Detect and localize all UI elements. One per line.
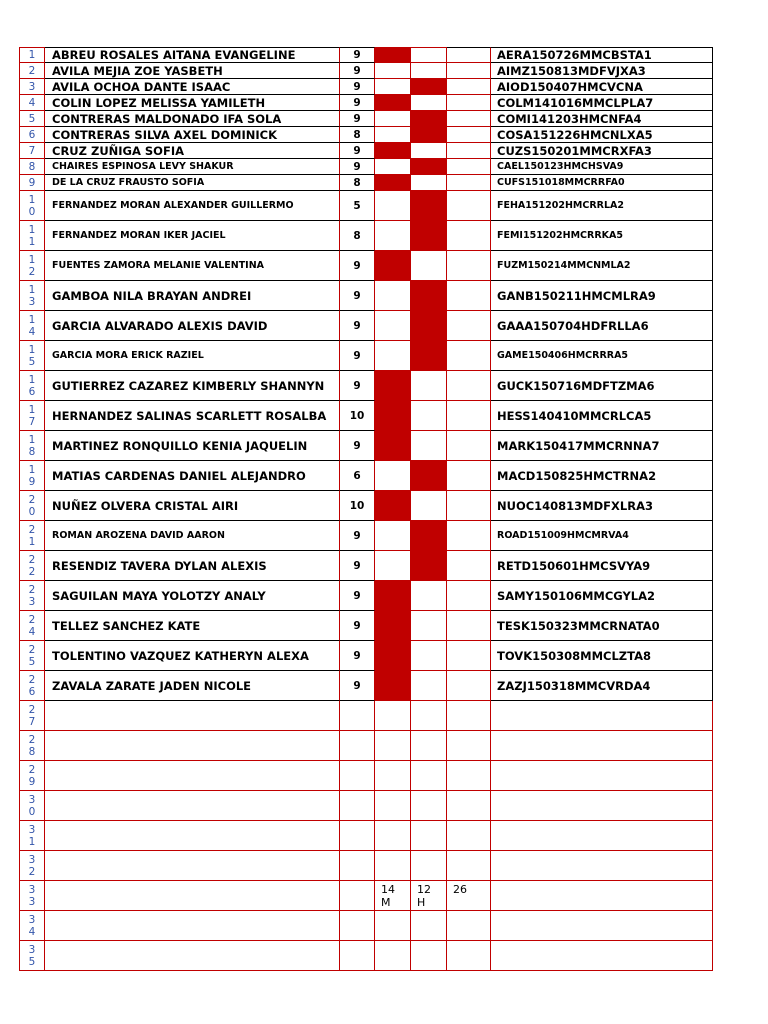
student-curp: GAAA150704HDFRLLA6 [491, 311, 713, 341]
extra-cell [447, 95, 491, 111]
student-name: GAMBOA NILA BRAYAN ANDREI [45, 281, 340, 311]
student-age: 6 [340, 461, 375, 491]
student-curp: HESS140410MMCRLCA5 [491, 401, 713, 431]
extra-cell [447, 79, 491, 95]
row-number: 1 9 [19, 461, 45, 491]
student-curp [491, 911, 713, 941]
student-age: 9 [340, 311, 375, 341]
student-curp: RETD150601HMCSVYA9 [491, 551, 713, 581]
sex-female-cell [375, 491, 411, 521]
student-age: 9 [340, 111, 375, 127]
sex-male-cell [411, 191, 447, 221]
table-row [19, 281, 713, 311]
extra-cell [447, 143, 491, 159]
extra-cell [447, 521, 491, 551]
table-row [19, 611, 713, 641]
student-name [45, 731, 340, 761]
student-age: 9 [340, 581, 375, 611]
student-curp: SAMY150106MMCGYLA2 [491, 581, 713, 611]
sex-female-cell [375, 95, 411, 111]
row-number: 3 3 [19, 881, 45, 911]
sex-female-cell [375, 311, 411, 341]
extra-cell [447, 401, 491, 431]
row-number: 1 3 [19, 281, 45, 311]
table-row [19, 341, 713, 371]
table-row [19, 881, 713, 911]
student-curp: AERA150726MMCBSTA1 [491, 47, 713, 63]
extra-cell [447, 641, 491, 671]
extra-cell [447, 281, 491, 311]
sex-female-cell [375, 551, 411, 581]
student-age: 9 [340, 79, 375, 95]
sex-female-cell [375, 47, 411, 63]
extra-cell [447, 111, 491, 127]
student-name: MARTINEZ RONQUILLO KENIA JAQUELIN [45, 431, 340, 461]
table-row [19, 521, 713, 551]
student-curp [491, 731, 713, 761]
sex-male-cell [411, 111, 447, 127]
sex-male-cell [411, 341, 447, 371]
sex-male-cell [411, 63, 447, 79]
row-number: 2 [19, 63, 45, 79]
sex-female-cell [375, 251, 411, 281]
student-curp: COMI141203HMCNFA4 [491, 111, 713, 127]
sex-female-cell [375, 761, 411, 791]
student-name [45, 791, 340, 821]
table-row [19, 143, 713, 159]
sex-male-cell [411, 611, 447, 641]
sex-male-cell [411, 127, 447, 143]
sex-male-cell [411, 581, 447, 611]
sex-male-cell [411, 941, 447, 971]
extra-cell [447, 221, 491, 251]
extra-cell [447, 911, 491, 941]
student-age: 9 [340, 431, 375, 461]
row-number: 1 4 [19, 311, 45, 341]
student-curp: AIOD150407HMCVCNA [491, 79, 713, 95]
row-number: 2 1 [19, 521, 45, 551]
sex-female-cell [375, 461, 411, 491]
extra-cell [447, 175, 491, 191]
student-curp: FEMI151202HMCRRKA5 [491, 221, 713, 251]
total-male: 12 H [411, 881, 447, 911]
sex-female-cell [375, 521, 411, 551]
sex-female-cell [375, 611, 411, 641]
table-row [19, 701, 713, 731]
student-age: 9 [340, 371, 375, 401]
sex-male-cell [411, 461, 447, 491]
extra-cell [447, 491, 491, 521]
student-age [340, 911, 375, 941]
row-number: 3 4 [19, 911, 45, 941]
sex-male-cell [411, 159, 447, 175]
student-name: ROMAN AROZENA DAVID AARON [45, 521, 340, 551]
extra-cell [447, 551, 491, 581]
extra-cell [447, 341, 491, 371]
row-number: 7 [19, 143, 45, 159]
table-row [19, 761, 713, 791]
student-age: 8 [340, 221, 375, 251]
table-row [19, 79, 713, 95]
student-age [340, 941, 375, 971]
sex-female-cell [375, 791, 411, 821]
student-curp: COLM141016MMCLPLA7 [491, 95, 713, 111]
student-name: MATIAS CARDENAS DANIEL ALEJANDRO [45, 461, 340, 491]
table-row [19, 191, 713, 221]
sex-female-cell [375, 191, 411, 221]
sex-female-cell [375, 63, 411, 79]
student-age [340, 821, 375, 851]
sex-male-cell [411, 701, 447, 731]
extra-cell [447, 611, 491, 641]
row-number: 1 [19, 47, 45, 63]
row-number: 1 0 [19, 191, 45, 221]
student-name: DE LA CRUZ FRAUSTO SOFIA [45, 175, 340, 191]
sex-female-cell [375, 371, 411, 401]
extra-cell [447, 851, 491, 881]
sex-female-cell [375, 581, 411, 611]
student-name [45, 881, 340, 911]
student-curp [491, 761, 713, 791]
sex-female-cell [375, 143, 411, 159]
row-number: 5 [19, 111, 45, 127]
table-row [19, 641, 713, 671]
student-name: AVILA MEJIA ZOE YASBETH [45, 63, 340, 79]
student-age: 9 [340, 143, 375, 159]
student-curp: MACD150825HMCTRNA2 [491, 461, 713, 491]
student-curp [491, 791, 713, 821]
sex-male-cell [411, 95, 447, 111]
student-age: 9 [340, 551, 375, 581]
student-name: FERNANDEZ MORAN IKER JACIEL [45, 221, 340, 251]
row-number: 2 7 [19, 701, 45, 731]
table-row [19, 791, 713, 821]
row-number: 3 [19, 79, 45, 95]
student-name [45, 851, 340, 881]
sex-male-cell [411, 521, 447, 551]
extra-cell [447, 311, 491, 341]
student-name: GARCIA ALVARADO ALEXIS DAVID [45, 311, 340, 341]
sex-male-cell [411, 371, 447, 401]
row-number: 1 6 [19, 371, 45, 401]
student-curp: NUOC140813MDFXLRA3 [491, 491, 713, 521]
student-name: FERNANDEZ MORAN ALEXANDER GUILLERMO [45, 191, 340, 221]
table-row [19, 95, 713, 111]
sex-male-cell [411, 401, 447, 431]
student-name [45, 701, 340, 731]
student-name: ABREU ROSALES AITANA EVANGELINE [45, 47, 340, 63]
table-row [19, 551, 713, 581]
student-name: CRUZ ZUÑIGA SOFIA [45, 143, 340, 159]
row-number: 1 7 [19, 401, 45, 431]
sex-female-cell [375, 401, 411, 431]
student-name: ZAVALA ZARATE JADEN NICOLE [45, 671, 340, 701]
table-row [19, 127, 713, 143]
table-row [19, 461, 713, 491]
row-number: 1 2 [19, 251, 45, 281]
row-number: 2 0 [19, 491, 45, 521]
sex-male-cell [411, 491, 447, 521]
table-row [19, 941, 713, 971]
sex-male-cell [411, 851, 447, 881]
table-row [19, 581, 713, 611]
row-number: 2 5 [19, 641, 45, 671]
row-number: 1 1 [19, 221, 45, 251]
table-row [19, 671, 713, 701]
total-female: 14 M [375, 881, 411, 911]
student-curp: FEHA151202HMCRRLA2 [491, 191, 713, 221]
table-row [19, 731, 713, 761]
student-age: 9 [340, 281, 375, 311]
row-number: 3 1 [19, 821, 45, 851]
student-age: 9 [340, 95, 375, 111]
row-number: 8 [19, 159, 45, 175]
table-row [19, 175, 713, 191]
student-curp: TOVK150308MMCLZTA8 [491, 641, 713, 671]
student-age: 9 [340, 47, 375, 63]
row-number: 3 0 [19, 791, 45, 821]
student-age: 9 [340, 159, 375, 175]
student-age: 8 [340, 175, 375, 191]
row-number: 6 [19, 127, 45, 143]
student-name [45, 761, 340, 791]
student-name: GUTIERREZ CAZAREZ KIMBERLY SHANNYN [45, 371, 340, 401]
extra-cell [447, 791, 491, 821]
extra-cell [447, 821, 491, 851]
sex-female-cell [375, 641, 411, 671]
sex-male-cell [411, 251, 447, 281]
sex-male-cell [411, 791, 447, 821]
extra-cell [447, 701, 491, 731]
sex-male-cell [411, 431, 447, 461]
student-age [340, 761, 375, 791]
sex-male-cell [411, 761, 447, 791]
student-curp: GANB150211HMCMLRA9 [491, 281, 713, 311]
extra-cell [447, 461, 491, 491]
sex-female-cell [375, 111, 411, 127]
table-row [19, 911, 713, 941]
student-name [45, 911, 340, 941]
student-name: CONTRERAS SILVA AXEL DOMINICK [45, 127, 340, 143]
row-number: 1 8 [19, 431, 45, 461]
sex-female-cell [375, 731, 411, 761]
student-name [45, 941, 340, 971]
student-curp: GAME150406HMCRRRA5 [491, 341, 713, 371]
student-curp: CUZS150201MMCRXFA3 [491, 143, 713, 159]
student-age [340, 701, 375, 731]
student-age [340, 881, 375, 911]
extra-cell [447, 671, 491, 701]
student-age: 10 [340, 491, 375, 521]
extra-cell [447, 63, 491, 79]
sex-female-cell [375, 159, 411, 175]
extra-cell [447, 941, 491, 971]
student-curp: ZAZJ150318MMCVRDA4 [491, 671, 713, 701]
table-row [19, 111, 713, 127]
sex-male-cell [411, 221, 447, 251]
student-age: 9 [340, 341, 375, 371]
student-age: 9 [340, 521, 375, 551]
student-name: AVILA OCHOA DANTE ISAAC [45, 79, 340, 95]
student-curp: FUZM150214MMCNMLA2 [491, 251, 713, 281]
sex-female-cell [375, 821, 411, 851]
student-age [340, 791, 375, 821]
student-curp: GUCK150716MDFTZMA6 [491, 371, 713, 401]
student-name: NUÑEZ OLVERA CRISTAL AIRI [45, 491, 340, 521]
table-row [19, 251, 713, 281]
extra-cell [447, 581, 491, 611]
table-row [19, 371, 713, 401]
student-curp [491, 701, 713, 731]
student-name: SAGUILAN MAYA YOLOTZY ANALY [45, 581, 340, 611]
sex-female-cell [375, 175, 411, 191]
sex-female-cell [375, 941, 411, 971]
extra-cell [447, 431, 491, 461]
table-row [19, 63, 713, 79]
sex-female-cell [375, 341, 411, 371]
sex-female-cell [375, 701, 411, 731]
sex-male-cell [411, 641, 447, 671]
sex-female-cell [375, 221, 411, 251]
extra-cell [447, 761, 491, 791]
extra-cell [447, 159, 491, 175]
student-curp: ROAD151009HMCMRVA4 [491, 521, 713, 551]
sex-male-cell [411, 311, 447, 341]
student-name: CONTRERAS MALDONADO IFA SOLA [45, 111, 340, 127]
student-age: 9 [340, 251, 375, 281]
student-age: 9 [340, 63, 375, 79]
row-number: 4 [19, 95, 45, 111]
table-row [19, 47, 713, 63]
sex-female-cell [375, 851, 411, 881]
student-curp: CUFS151018MMCRRFA0 [491, 175, 713, 191]
row-number: 3 5 [19, 941, 45, 971]
sex-female-cell [375, 127, 411, 143]
extra-cell [447, 371, 491, 401]
sex-female-cell [375, 431, 411, 461]
student-name: TELLEZ SANCHEZ KATE [45, 611, 340, 641]
table-row [19, 311, 713, 341]
student-curp [491, 941, 713, 971]
table-row [19, 491, 713, 521]
student-curp: MARK150417MMCRNNA7 [491, 431, 713, 461]
sex-female-cell [375, 671, 411, 701]
table-row [19, 401, 713, 431]
extra-cell [447, 47, 491, 63]
extra-cell [447, 251, 491, 281]
student-curp: CAEL150123HMCHSVA9 [491, 159, 713, 175]
student-name [45, 821, 340, 851]
sex-male-cell [411, 551, 447, 581]
student-age: 9 [340, 641, 375, 671]
row-number: 2 6 [19, 671, 45, 701]
table-row [19, 159, 713, 175]
student-name: RESENDIZ TAVERA DYLAN ALEXIS [45, 551, 340, 581]
extra-cell [447, 127, 491, 143]
student-age: 9 [340, 611, 375, 641]
row-number: 2 3 [19, 581, 45, 611]
student-name: FUENTES ZAMORA MELANIE VALENTINA [45, 251, 340, 281]
student-name: CHAIRES ESPINOSA LEVY SHAKUR [45, 159, 340, 175]
student-age [340, 731, 375, 761]
sex-male-cell [411, 911, 447, 941]
sex-female-cell [375, 79, 411, 95]
sex-male-cell [411, 143, 447, 159]
sex-male-cell [411, 281, 447, 311]
sex-male-cell [411, 671, 447, 701]
table-row [19, 821, 713, 851]
student-name: COLIN LOPEZ MELISSA YAMILETH [45, 95, 340, 111]
student-name: TOLENTINO VAZQUEZ KATHERYN ALEXA [45, 641, 340, 671]
student-curp [491, 821, 713, 851]
student-curp: AIMZ150813MDFVJXA3 [491, 63, 713, 79]
row-number: 1 5 [19, 341, 45, 371]
extra-cell [447, 731, 491, 761]
student-curp [491, 851, 713, 881]
row-number: 9 [19, 175, 45, 191]
sex-male-cell [411, 821, 447, 851]
student-age: 9 [340, 671, 375, 701]
table-row [19, 851, 713, 881]
student-name: GARCIA MORA ERICK RAZIEL [45, 341, 340, 371]
student-name: HERNANDEZ SALINAS SCARLETT ROSALBA [45, 401, 340, 431]
row-number: 3 2 [19, 851, 45, 881]
student-age [340, 851, 375, 881]
row-number: 2 9 [19, 761, 45, 791]
row-number: 2 4 [19, 611, 45, 641]
sex-female-cell [375, 911, 411, 941]
sex-male-cell [411, 79, 447, 95]
student-age: 5 [340, 191, 375, 221]
row-number: 2 8 [19, 731, 45, 761]
student-age: 10 [340, 401, 375, 431]
table-row [19, 431, 713, 461]
sex-male-cell [411, 175, 447, 191]
student-curp: COSA151226HMCNLXA5 [491, 127, 713, 143]
student-curp: TESK150323MMCRNATA0 [491, 611, 713, 641]
total-students: 26 [447, 881, 491, 911]
student-curp [491, 881, 713, 911]
sex-male-cell [411, 731, 447, 761]
sex-female-cell [375, 281, 411, 311]
extra-cell [447, 191, 491, 221]
sex-male-cell [411, 47, 447, 63]
row-number: 2 2 [19, 551, 45, 581]
student-age: 8 [340, 127, 375, 143]
table-row [19, 221, 713, 251]
